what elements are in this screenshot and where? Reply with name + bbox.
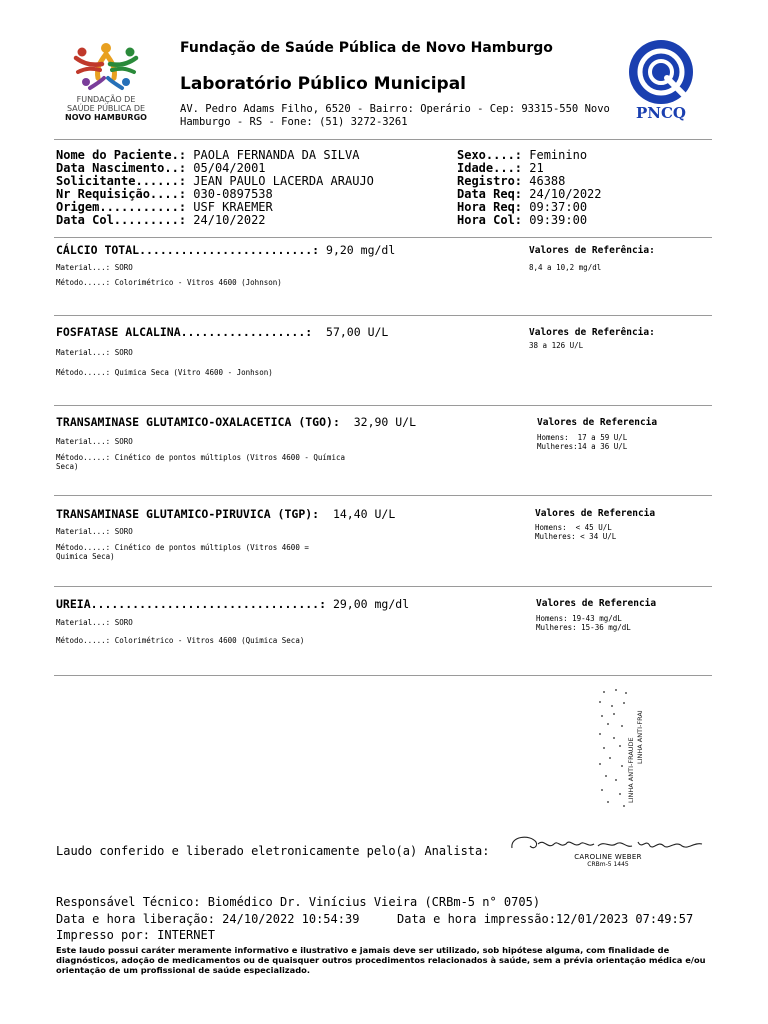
exam-material: Material...: SORO xyxy=(56,437,133,446)
reference-title: Valores de Referencia xyxy=(535,508,656,519)
divider-exam-5 xyxy=(54,675,712,676)
divider-exam-4 xyxy=(54,586,712,587)
foundation-logo xyxy=(56,38,156,124)
collection-date: 24/10/2022 xyxy=(193,213,266,227)
anti-fraud-strip xyxy=(594,686,654,812)
divider-exam-1 xyxy=(54,315,712,316)
field-label: Origem...........: xyxy=(56,200,194,214)
logo-text-1: FUNDAÇÃO DE xyxy=(76,95,136,104)
exam-result: 14,40 U/L xyxy=(319,507,396,521)
exam-name: FOSFATASE ALCALINA..................: xyxy=(56,325,313,339)
foundation-logo-icon xyxy=(56,38,156,98)
exam-material: Material...: SORO xyxy=(56,263,133,272)
exam-method: Método.....: Cinético de pontos múltiplos (Vitros 4600 = Quimica Seca) xyxy=(56,543,309,561)
patient-info-left xyxy=(56,149,374,227)
exam-name: CÁLCIO TOTAL.........................: xyxy=(56,243,320,257)
patient-name: PAOLA FERNANDA DA SILVA xyxy=(193,148,360,162)
exam-result: 32,90 U/L xyxy=(339,415,417,429)
field-label: Solicitante......: xyxy=(56,174,194,188)
exam-result: 9,20 mg/dl xyxy=(319,243,396,257)
exam-name: TRANSAMINASE GLUTAMICO-OXALACETICA (TGO): xyxy=(56,415,340,429)
divider-exam-3 xyxy=(54,495,712,496)
reference-title: Valores de Referência: xyxy=(529,327,655,338)
signature-stroke-icon xyxy=(508,832,704,854)
print-datetime: Data e hora impressão:12/01/2023 07:49:57 xyxy=(397,912,694,926)
reference-values: 8,4 a 10,2 mg/dl xyxy=(529,263,602,272)
logo-text-3: NOVO HAMBURGO xyxy=(65,113,147,122)
exam-material: Material...: SORO xyxy=(56,527,133,536)
reference-values: Homens: 19-43 mg/dL Mulheres: 15-36 mg/dL xyxy=(536,614,631,632)
request-time: 09:37:00 xyxy=(529,200,588,214)
anti-fraud-label-2: LINHA ANTI-FRAI xyxy=(636,710,644,764)
field-label: Data Nascimento..: xyxy=(56,161,194,175)
analyst-name: CAROLINE WEBER xyxy=(574,853,642,861)
divider-patient xyxy=(54,237,712,238)
exam-method: Método.....: Quimica Seca (Vitro 4600 - Jonhson) xyxy=(56,368,273,377)
exam-method: Método.....: Colorimétrico - Vitros 4600 (Quimica Seca) xyxy=(56,636,305,645)
logo-text-2: SAÚDE PÚBLICA DE xyxy=(66,104,146,113)
reference-title: Valores de Referência: xyxy=(529,245,655,256)
pncq-logo xyxy=(625,40,705,126)
field-label: Data Col.........: xyxy=(56,213,194,227)
exam-method: Método.....: Colorimétrico - Vitros 4600 (Johnson) xyxy=(56,278,282,287)
exam-ureia xyxy=(56,597,409,611)
patient-info-right xyxy=(457,149,602,227)
reference-values: 38 a 126 U/L xyxy=(529,341,584,350)
field-label: Nome do Paciente.: xyxy=(56,148,194,162)
analyst-signature xyxy=(508,832,708,872)
release-statement: Laudo conferido e liberado eletronicamente pelo(a) Analista: xyxy=(56,844,490,858)
collection-date-row xyxy=(56,214,374,227)
field-label: Hora Col: xyxy=(457,213,530,227)
request-date: 24/10/2022 xyxy=(529,187,602,201)
exam-name: TRANSAMINASE GLUTAMICO-PIRUVICA (TGP): xyxy=(56,507,320,521)
pncq-q-icon xyxy=(627,40,699,106)
technical-responsible: Responsável Técnico: Biomédico Dr. Vinícius Vieira (CRBm-5 n° 0705) xyxy=(56,895,541,909)
age: 21 xyxy=(529,161,544,175)
reference-title: Valores de Referencia xyxy=(536,598,657,609)
exam-fosfatase xyxy=(56,325,388,339)
birth-date: 05/04/2001 xyxy=(193,161,266,175)
field-label: Idade...: xyxy=(457,161,530,175)
field-label: Hora Req: xyxy=(457,200,530,214)
printed-by: Impresso por: INTERNET xyxy=(56,928,215,942)
exam-result: 29,00 mg/dl xyxy=(326,597,410,611)
sex: Feminino xyxy=(529,148,588,162)
divider-exam-2 xyxy=(54,405,712,406)
exam-material: Material...: SORO xyxy=(56,618,133,627)
registry: 46388 xyxy=(529,174,566,188)
requisition-number: 030-0897538 xyxy=(193,187,273,201)
divider-header xyxy=(54,139,712,140)
field-label: Data Req: xyxy=(457,187,530,201)
field-label: Nr Requisição....: xyxy=(56,187,194,201)
lab-address: AV. Pedro Adams Filho, 6520 - Bairro: Operário - Cep: 93315-550 Novo Hamburgo - RS - Fone: (51) 3272-3261 xyxy=(180,103,610,128)
exam-material: Material...: SORO xyxy=(56,348,133,357)
field-label: Sexo....: xyxy=(457,148,530,162)
release-datetime: Data e hora liberação: 24/10/2022 10:54:39 xyxy=(56,912,360,926)
exam-name: UREIA.................................: xyxy=(56,597,327,611)
lab-title: Laboratório Público Municipal xyxy=(180,74,467,94)
collection-time: 09:39:00 xyxy=(529,213,588,227)
exam-result: 57,00 U/L xyxy=(312,325,389,339)
reference-values: Homens: 17 a 59 U/L Mulheres:14 a 36 U/L xyxy=(537,433,628,451)
reference-title: Valores de Referencia xyxy=(537,417,658,428)
org-title: Fundação de Saúde Pública de Novo Hamburgo xyxy=(180,40,553,56)
reference-values: Homens: < 45 U/L Mulheres: < 34 U/L xyxy=(535,523,617,541)
origin: USF KRAEMER xyxy=(193,200,273,214)
pncq-label: PNCQ xyxy=(636,104,686,122)
collection-time-row xyxy=(457,214,602,227)
anti-fraud-label-1: LINHA ANTI-FRAUDE xyxy=(627,737,635,803)
exam-tgp xyxy=(56,507,395,521)
exam-calcio xyxy=(56,243,395,257)
exam-tgo xyxy=(56,415,416,429)
exam-method: Método.....: Cinético de pontos múltiplos (Vitros 4600 - Química Seca) xyxy=(56,453,345,471)
analyst-registration: CRBm-5 1445 xyxy=(587,861,629,868)
requester: JEAN PAULO LACERDA ARAUJO xyxy=(193,174,374,188)
disclaimer: Este laudo possui caráter meramente informativo e ilustrativo e jamais deve ser utilizado, sob hipótese alguma, com finalidade de diagnósticos, adoção de medicamentos ou de quaisquer outros procedimentos relacionados à saúde, sem a prévia orientação médica e/ou orientação de um profissional de saúde especializado. xyxy=(56,945,706,975)
field-label: Registro: xyxy=(457,174,530,188)
